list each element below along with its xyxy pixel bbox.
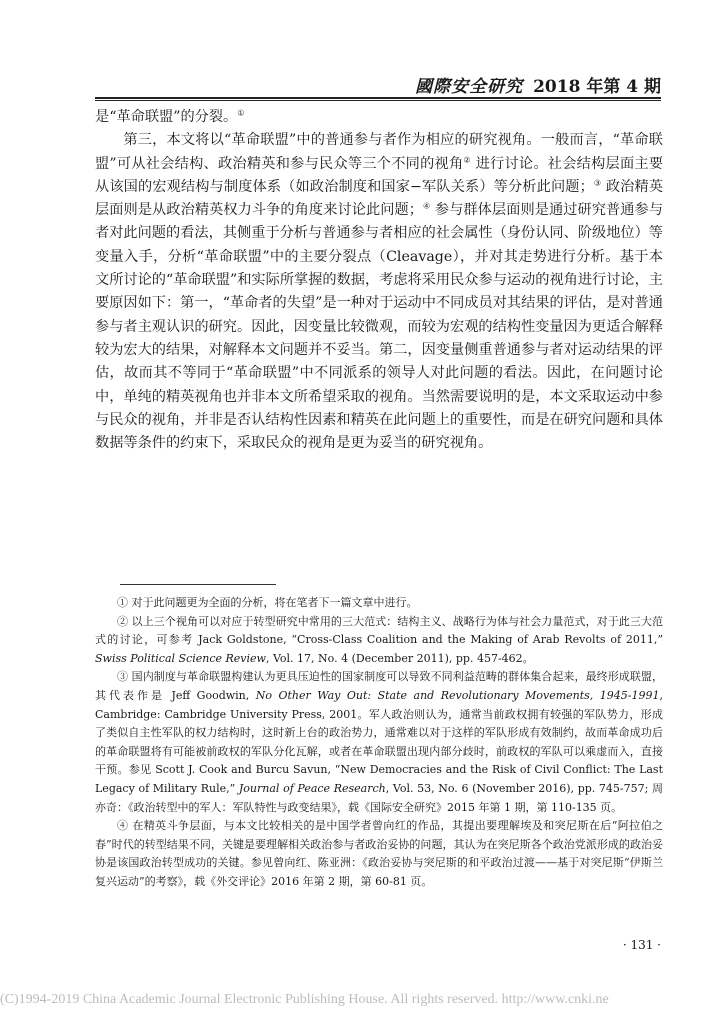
header-rule-thin xyxy=(95,100,661,101)
footnote-2: ② 以上三个视角可以对应于转型研究中常用的三大范式：结构主义、战略行为体与社会力量范式，对于此三大范式的讨论，可参考 Jack Goldstone, “Cross-Class Coalition and the Making of Arab Revolts of 2011,” Swiss Political Science Review, Vol. 17, No. 4 (December 2011), pp. 457-462。 xyxy=(95,614,663,665)
footnote-3: ③ 国内制度与革命联盟构建认为更具压迫性的国家制度可以导致不同利益范畴的群体集合起来，最终形成联盟，其代表作是 Jeff Goodwin, No Other Way Out: State and Revolutionary Movements, 1945-1991, Cambridge: Cambridge University Press, 2001。军人政治则认为，通常当前政权拥有较强的军队势力，形成了类似自主性军队的权力结构时，这时新上台的政治势力，通常难以对于这样的军队形成有效制约，故而革命成功后的革命联盟将有可能被前政权的军队分化瓦解，或者在革命联盟出现内部分歧时，前政权的军队可以乘虚而入，直接干预。参见 Scott J. Cook and Burcu Savun, “New Democracies and the Risk of Civil Conflict: The Last Legacy of Military Rule,” Journal of Peace Research, Vol. 53, No. 6 (November 2016), pp. 745-757; 周亦奇：《政治转型中的军人：军队特性与政变结果》，载《国际安全研究》2015 年第 1 期，第 110-135 页。 xyxy=(95,670,663,814)
paragraph-2: 第三，本文将以“革命联盟”中的普通参与者作为相应的研究视角。一般而言，“革命联盟”可从社会结构、政治精英和参与民众等三个不同的视角② 进行讨论。社会结构层面主要从该国的宏观结构与制度体系（如政治制度和国家−军队关系）等分析此问题；③ 政治精英层面则是从政治精英权力斗争的角度来讨论此问题；④ 参与群体层面则是通过研究普通参与者对此问题的看法，其侧重于分析与普通参与者相应的社会属性（身份认同、阶级地位）等变量入手，分析“革命联盟”中的主要分裂点（Cleavage），并对其走势进行分析。基于本文所讨论的“革命联盟”和实际所掌握的数据，考虑将采用民众参与运动的视角进行讨论，主要原因如下：第一，“革命者的失望”是一种对于运动中不同成员对其结果的评估，是对普通参与者主观认识的研究。因此，因变量比较微观，而较为宏观的结构性变量因为更适合解释较为宏大的结果，对解释本文问题并不妥当。第二，因变量侧重普通参与者对运动结果的评估，故而其不等同于“革命联盟”中不同派系的领导人对此问题的看法。因此，在问题讨论中，单纯的精英视角也并非本文所希望采取的视角。当然需要说明的是，本文采取运动中参与民众的视角，并非是否认结构性因素和精英在此问题上的重要性，而是在研究问题和具体数据等条件的约束下，采取民众的视角是更为妥当的研究视角。 xyxy=(95,132,664,452)
footnote-4: ④ 在精英斗争层面，与本文比较相关的是中国学者曾向红的作品，其提出要理解埃及和突尼斯在后“阿拉伯之春”时代的转型结果不同，关键是要理解相关政治参与者政治妥协的问题，其认为在突尼斯各个政治党派形成的政治妥协是该国政治转型成功的关键。参见曾向红、陈亚洲：《政治妥协与突尼斯的和平政治过渡——基于对突尼斯“伊斯兰复兴运动”的考察》，载《外交评论》2016 年第 2 期，第 60-81 页。 xyxy=(95,819,663,888)
main-text xyxy=(95,106,663,455)
paragraph-1: 是“革命联盟”的分裂。① xyxy=(95,108,245,125)
page-number: · 131 · xyxy=(622,938,661,952)
footnote-ref-4[interactable]: ④ xyxy=(422,201,431,211)
journal-name: 國際安全研究 xyxy=(415,77,524,97)
footnote-1: ① 对于此问题更为全面的分析，将在笔者下一篇文章中进行。 xyxy=(117,596,418,609)
copyright-watermark: (C)1994-2019 China Academic Journal Electronic Publishing House. All rights reserved. http://www.cnki.ne xyxy=(0,992,609,1007)
footnote-ref-2[interactable]: ② xyxy=(463,154,471,164)
footnote-ref-3[interactable]: ③ xyxy=(593,178,602,188)
footnotes xyxy=(95,594,663,892)
running-header xyxy=(95,72,661,96)
footnote-separator xyxy=(120,584,276,585)
header-rule xyxy=(95,97,661,99)
footnote-ref-1[interactable]: ① xyxy=(237,108,245,118)
issue-label: 2018 年第 4 期 xyxy=(533,77,661,97)
